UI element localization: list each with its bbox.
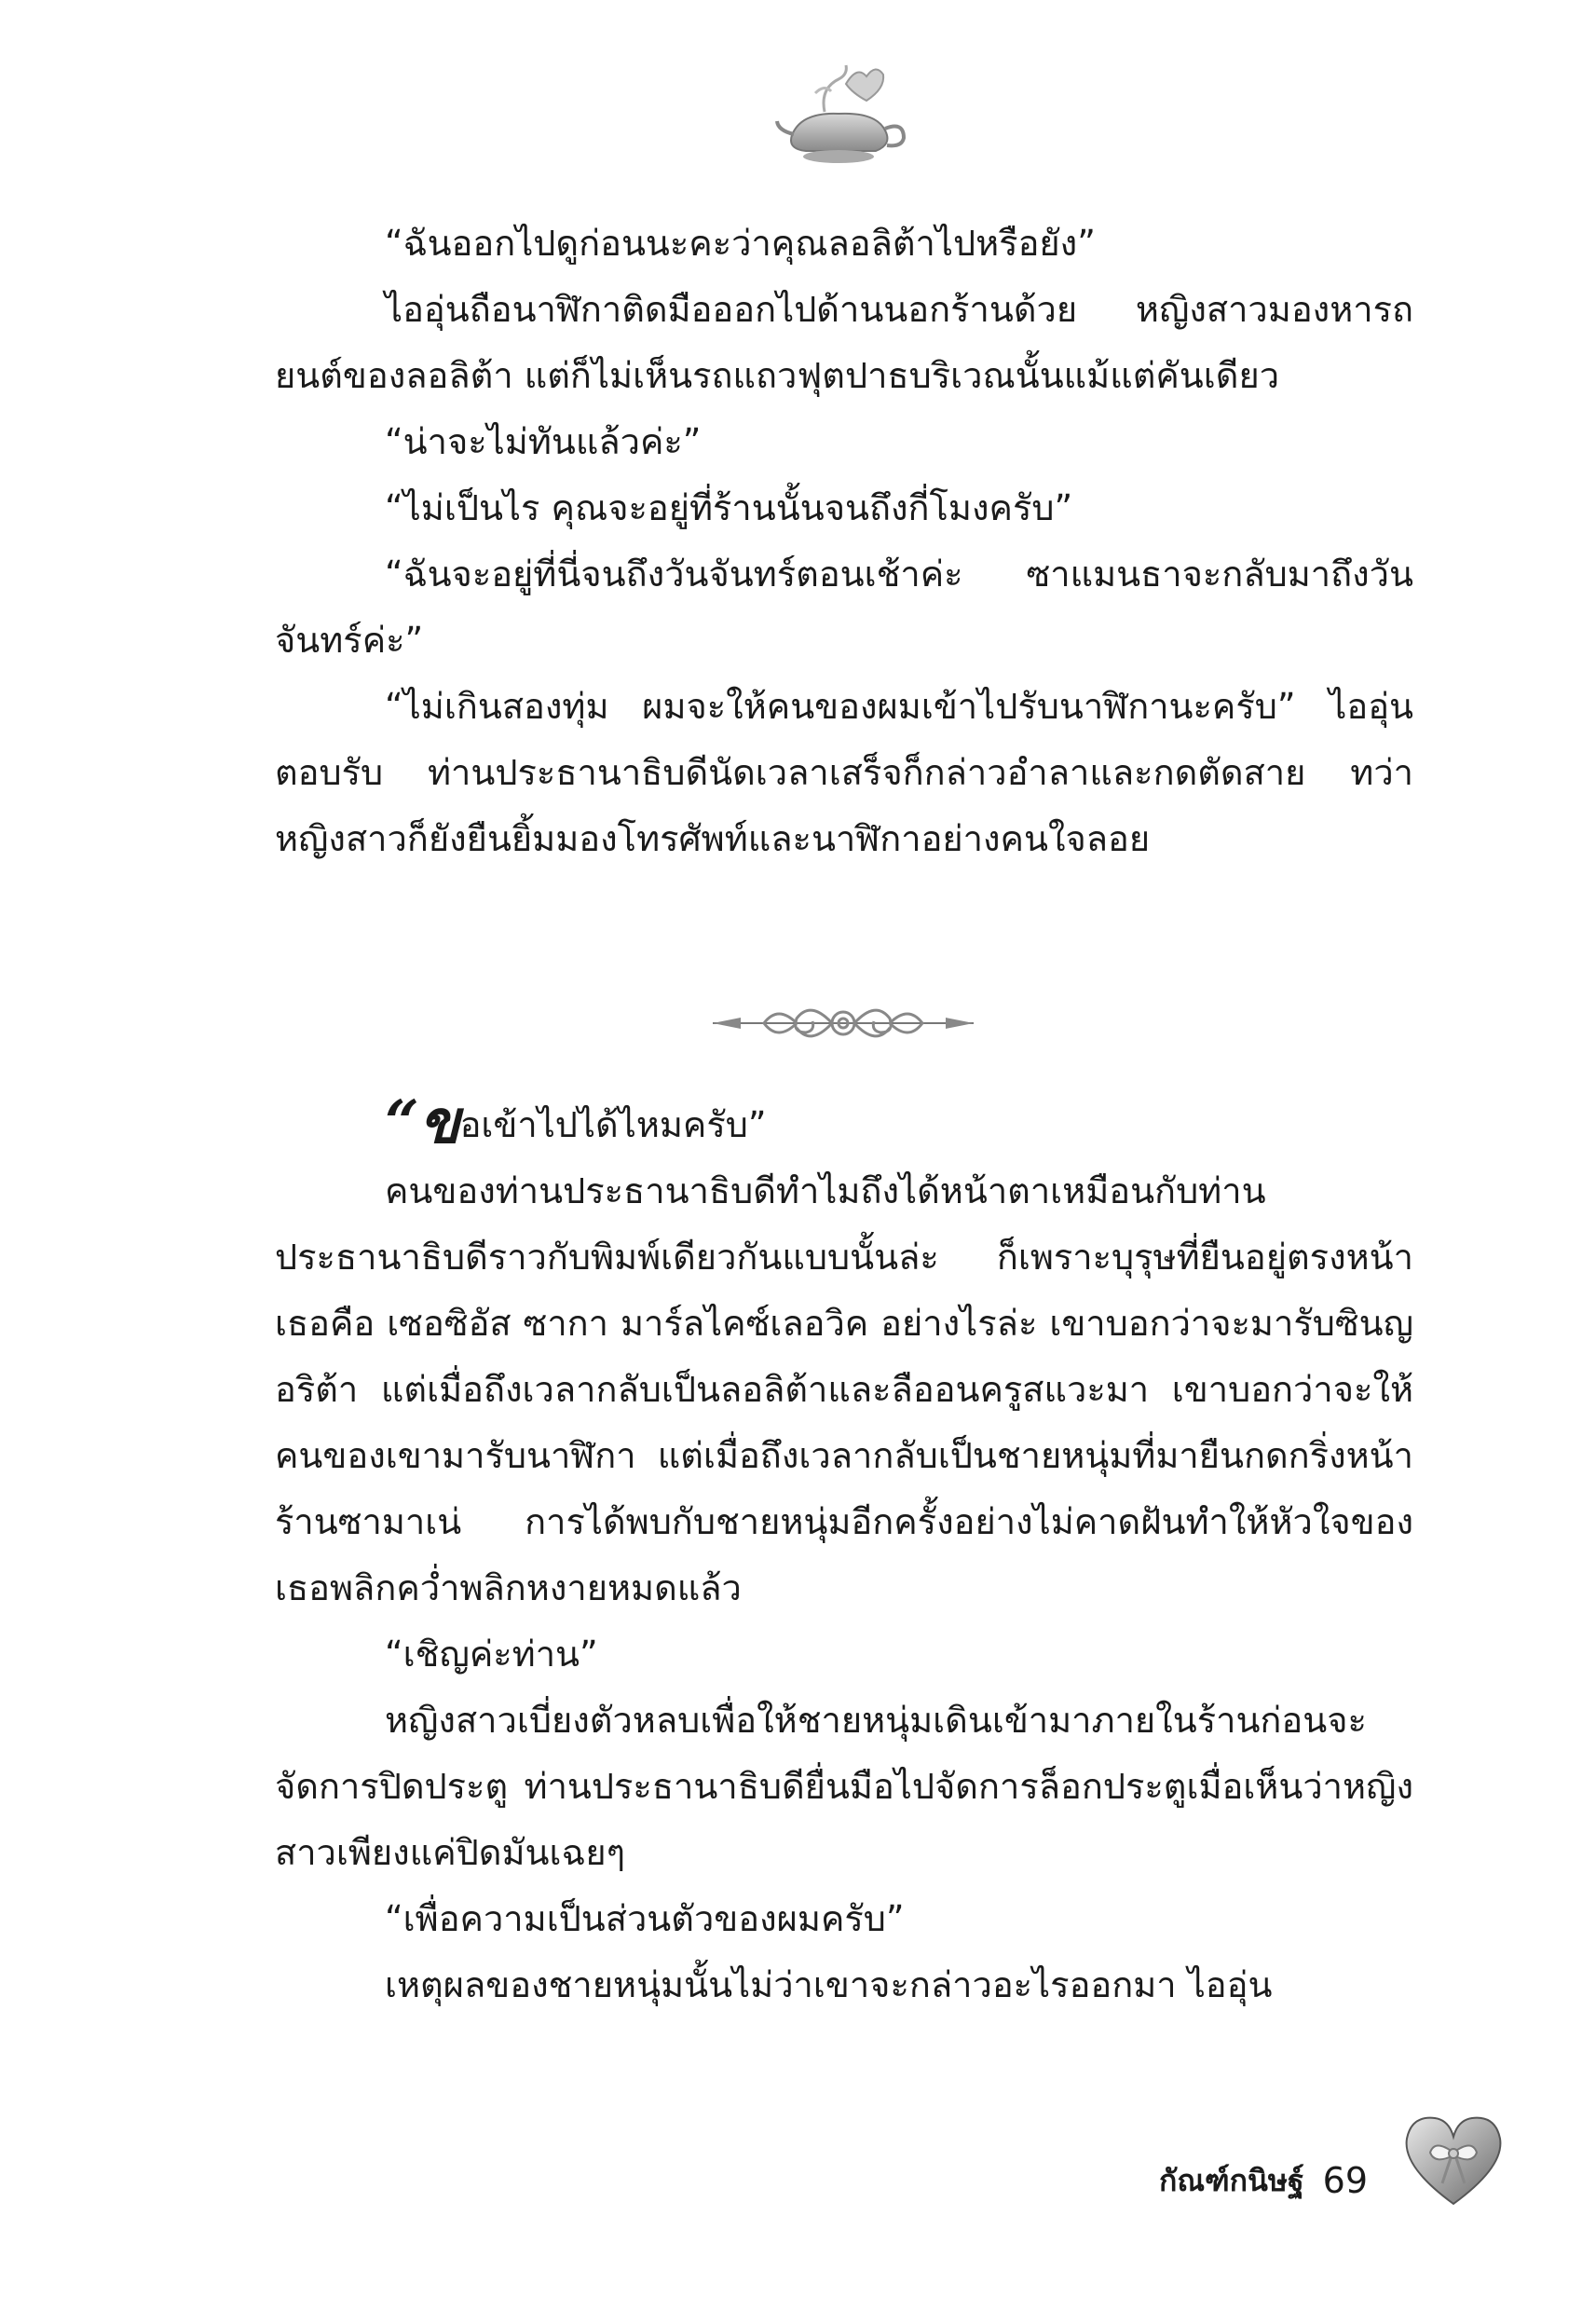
teapot-lamp-ornament-icon <box>773 56 913 168</box>
paragraph: “ไม่เป็นไร คุณจะอยู่ที่ร้านนั้นจนถึงกี่โมงครับ” <box>385 487 1073 528</box>
paragraph: “ฉันจะอยู่ที่นี่จนถึงวันจันทร์ตอนเช้าค่ะ ซาแมนธาจะกลับมาถึงวันจันทร์ค่ะ” <box>275 554 1413 661</box>
page-number: 69 <box>1322 2160 1368 2201</box>
paragraph: หญิงสาวเบี่ยงตัวหลบเพื่อให้ชายหนุ่มเดินเข้ามาภายในร้านก่อนจะจัดการปิดประตู ท่านประธานาธิบดียื่นมือไปจัดการล็อกประตูเมื่อเห็นว่าหญิงสาวเพียงแค่ปิดมันเฉยๆ <box>275 1700 1413 1873</box>
text-block-2 <box>275 1087 1413 2018</box>
paragraph: “ฉันออกไปดูก่อนนะคะว่าคุณลอลิต้าไปหรือยัง” <box>385 223 1096 264</box>
paragraph: “น่าจะไม่ทันแล้วค่ะ” <box>385 421 702 462</box>
dropcap-rest: อเข้าไปได้ไหมครับ” <box>459 1104 767 1145</box>
dropcap-quote: “ <box>385 1087 419 1157</box>
heart-bow-icon <box>1398 2111 1509 2213</box>
paragraph: ไออุ่นถือนาฬิกาติดมือออกไปด้านนอกร้านด้วย หญิงสาวมองหารถยนต์ของลอลิต้า แต่ก็ไม่เห็นรถแถวฟุตปาธบริเวณนั้นแม้แต่คันเดียว <box>275 289 1413 396</box>
text-block-1 <box>275 211 1413 872</box>
dropcap-letter: ข <box>418 1088 460 1157</box>
author-name: กัณฑ์กนิษฐ์ <box>1159 2162 1304 2198</box>
paragraph: คนของท่านประธานาธิบดีทำไมถึงได้หน้าตาเหมือนกับท่านประธานาธิบดีราวกับพิมพ์เดียวกันแบบนั้นล่ะ ก็เพราะบุรุษที่ยืนอยู่ตรงหน้าเธอคือ เซอซิอัส ซากา มาร์ลไคซ์เลอวิค อย่างไรล่ะ เขาบอกว่าจะมารับซินญอริต้า แต่เมื่อถึงเวลากลับเป็นลอลิต้าและลืออนครูสแวะมา เขาบอกว่าจะให้คนของเขามารับนาฬิกา แต่เมื่อถึงเวลากลับเป็นชายหนุ่มที่มายืนกดกริ่งหน้าร้านซามาเน่ การได้พบกับชายหนุ่มอีกครั้งอย่างไม่คาดฝันทำให้หัวใจของเธอพลิกคว่ำพลิกหงายหมดแล้ว <box>275 1170 1413 1608</box>
scroll-divider-icon <box>708 986 978 1060</box>
paragraph: “เชิญค่ะท่าน” <box>385 1634 598 1675</box>
paragraph: “เพื่อความเป็นส่วนตัวของผมครับ” <box>385 1898 905 1939</box>
paragraph: “ไม่เกินสองทุ่ม ผมจะให้คนของผมเข้าไปรับนาฬิกานะครับ” ไออุ่นตอบรับ ท่านประธานาธิบดีนัดเวลาเสร็จก็กล่าวอำลาและกดตัดสาย ทว่าหญิงสาวก็ยังยืนยิ้มมองโทรศัพท์และนาฬิกาอย่างคนใจลอย <box>275 686 1413 859</box>
dropcap-paragraph <box>275 1087 1413 1158</box>
paragraph: เหตุผลของชายหนุ่มนั้นไม่ว่าเขาจะกล่าวอะไรออกมา ไออุ่น <box>385 1964 1273 2005</box>
page-footer <box>1159 2143 1368 2218</box>
